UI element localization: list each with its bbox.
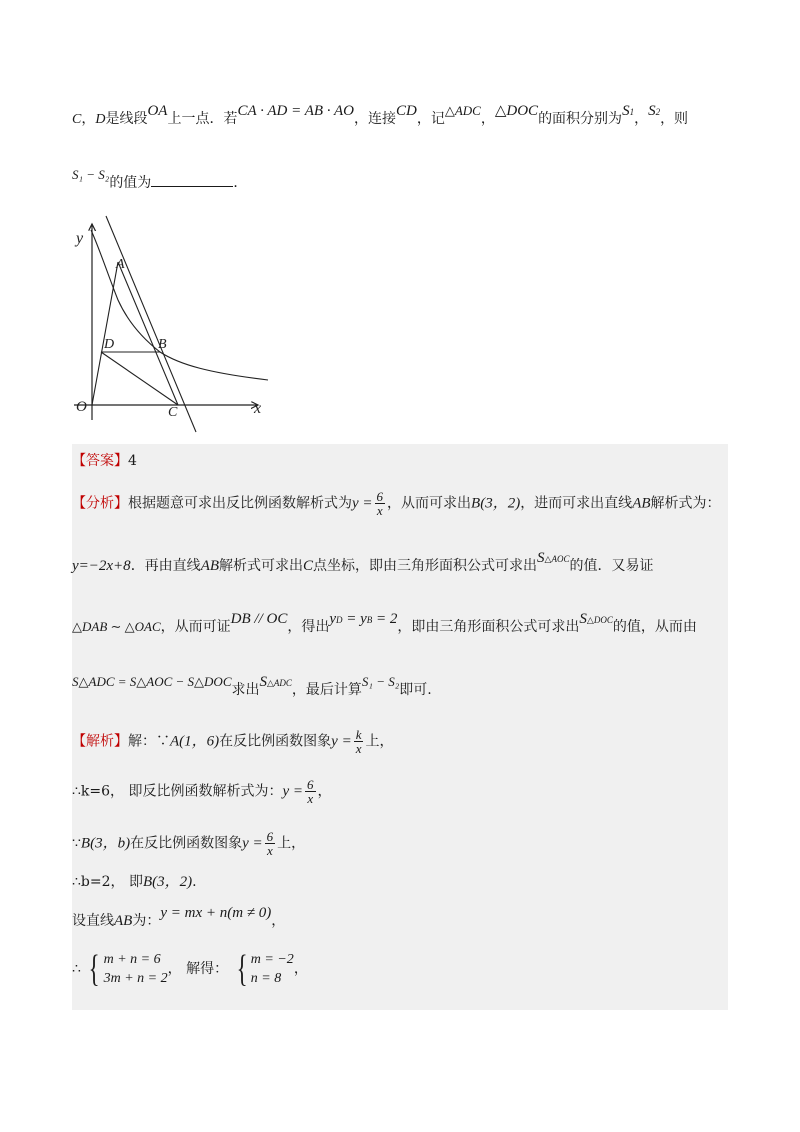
- solution-line-1: 【解析】解：∵A(1，6)在反比例函数图象y = $\frac{k}{x}$ 上，: [72, 727, 394, 756]
- answer-tag: 【答案】: [72, 453, 128, 469]
- analysis-line-3: △DAB ∼ △OAC，从而可证DB // OC，得出yD = yB = 2，即由三角形面积公式可求出S△DOC的值，从而由: [72, 611, 697, 635]
- point-b-label: B: [158, 337, 167, 352]
- fraction-6-over-x: $\frac{6}{x}$: [376, 489, 384, 518]
- analysis-line-4: S△ADC = S△AOC − S△DOC求出S△ADC，最后计算S₁ − S₂即可.: [72, 674, 432, 698]
- segment-ac: [118, 262, 178, 405]
- answer-line: [72, 450, 137, 470]
- question-line-1: C，D是线段OA上一点．若CA · AD = AB · AO，连接CD，记△ADC，△DOC的面积分别为S1，S2，则: [72, 103, 689, 127]
- y-axis-label: y: [76, 230, 84, 247]
- analysis-tag: 【分析】: [72, 495, 128, 512]
- solution-line-6: ∴ { m + n = 6 3m + n = 2 ， 解得： { m = −2 n = 8 ，: [72, 948, 308, 990]
- solution-line-5: 设直线AB为：y = mx + n(m ≠ 0)，: [72, 905, 286, 929]
- x-axis-label: x: [254, 400, 262, 417]
- point-c-label: C: [168, 405, 178, 420]
- hyperbola-curve: [91, 230, 268, 380]
- analysis-line-1: 【分析】根据题意可求出反比例函数解析式为y = $\frac{6}{x}$ ，从而可求出B(3，2)，进而可求出直线AB解析式为：: [72, 489, 721, 518]
- condition-formula: CA · AD = AB · AO: [237, 103, 354, 119]
- point-a-label: A: [116, 257, 125, 272]
- analysis-line-2: y=−2x+8．再由直线AB解析式可求出C点坐标，即由三角形面积公式可求出S△AOC的值．又易证: [72, 550, 654, 574]
- geometry-figure: [70, 210, 290, 436]
- solution-line-2: ∴k=6， 即反比例函数解析式为：y = $\frac{6}{x}$ ，: [72, 777, 332, 806]
- segment-oa: OA: [147, 103, 168, 119]
- solution-system: { m = −2 n = 8: [236, 948, 294, 990]
- line-ab: [106, 216, 196, 432]
- segment-ao: [92, 262, 118, 405]
- point-d-label: D: [104, 337, 115, 352]
- solution-line-3: ∵B(3，b)在反比例函数图象y = $\frac{6}{x}$ 上，: [72, 829, 306, 858]
- point-c: C: [72, 112, 82, 127]
- solution-tag: 【解析】: [72, 733, 128, 750]
- difference-expression: S₁ − S₂: [72, 167, 110, 182]
- answer-blank: [151, 172, 233, 187]
- solution-line-4: ∴b=2， 即B(3，2).: [72, 874, 197, 890]
- line-equation: y = mx + n(m ≠ 0): [160, 905, 272, 921]
- question-line-2: S₁ − S₂的值为 ．: [72, 167, 248, 191]
- origin-label: O: [76, 399, 87, 415]
- answer-value: 4: [128, 453, 137, 469]
- equation-system: { m + n = 6 3m + n = 2: [89, 948, 168, 990]
